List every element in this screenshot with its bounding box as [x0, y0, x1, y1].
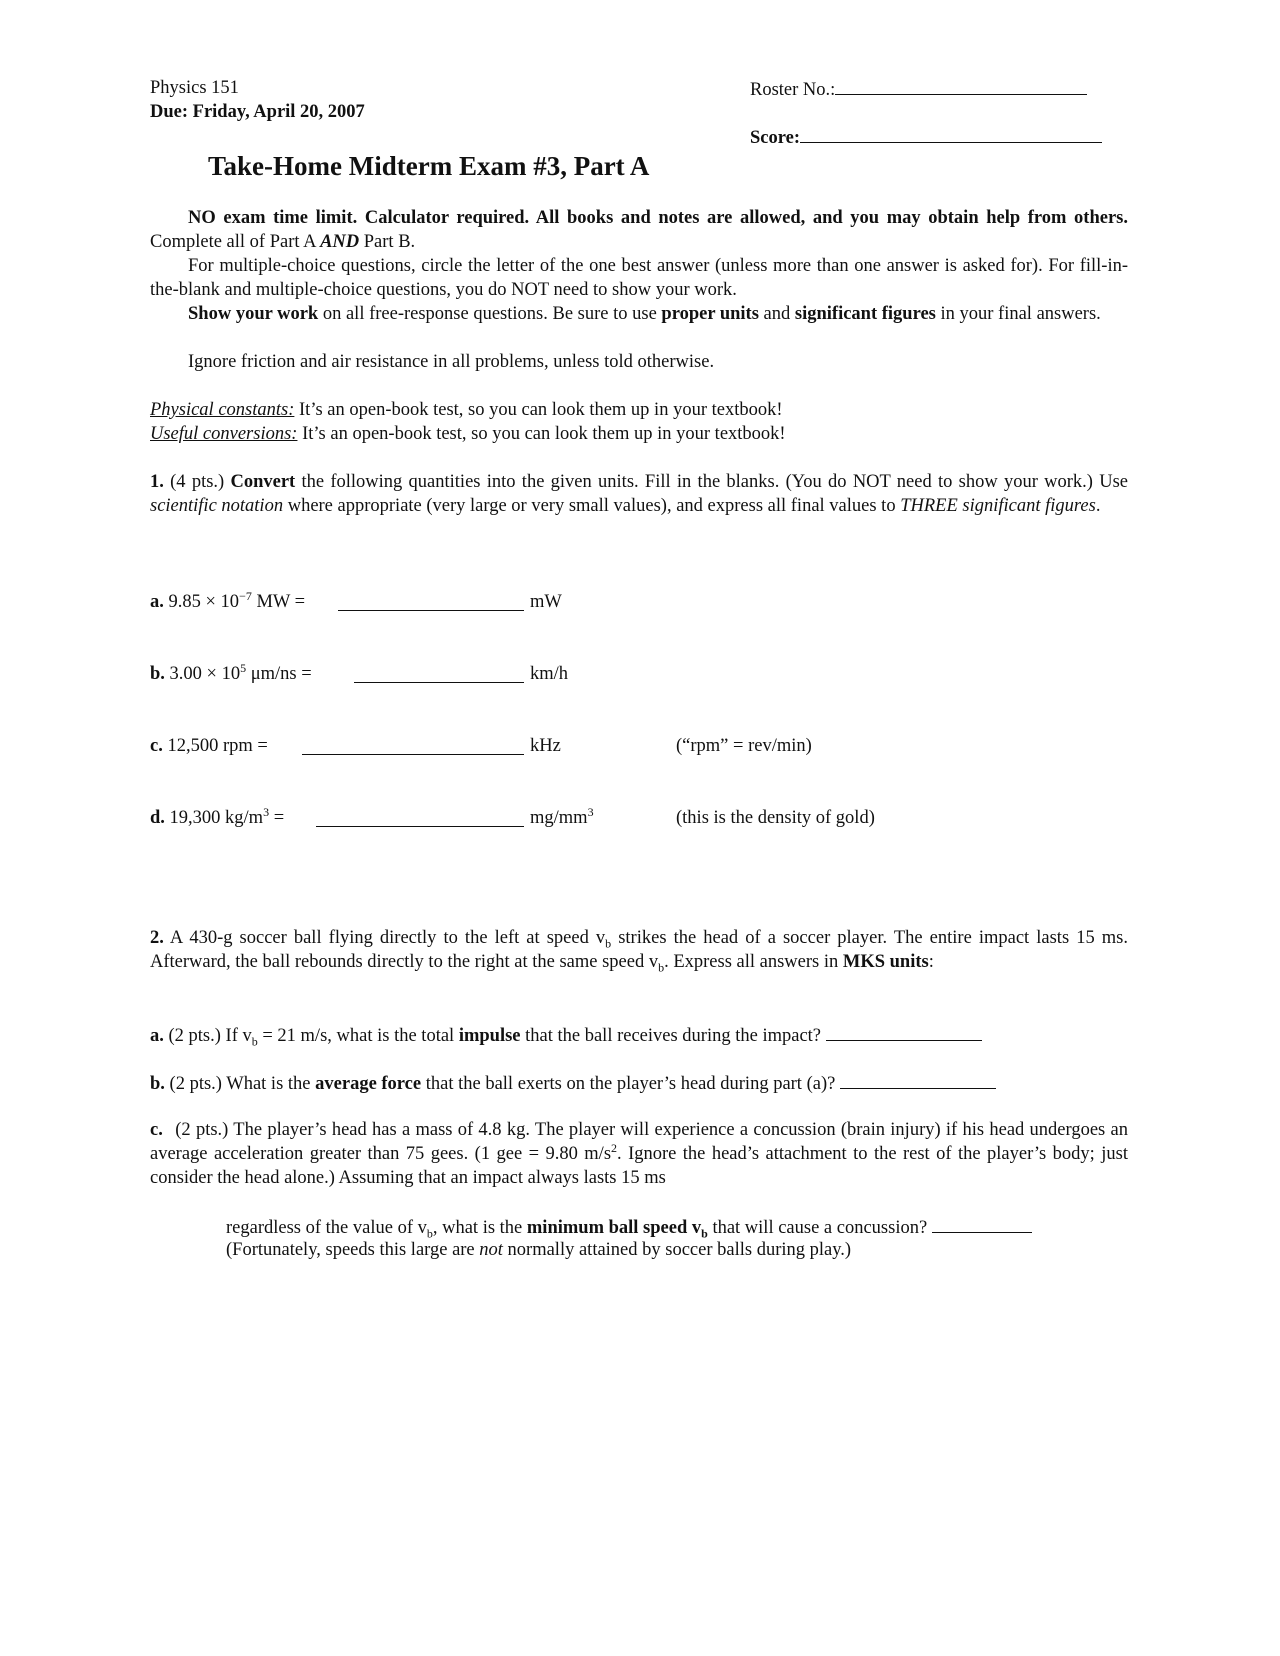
instructions-p3-end: in your final answers.	[935, 304, 1101, 324]
q1d-note: (this is the density of gold)	[676, 808, 875, 828]
q2c-exponent: 2	[611, 1140, 618, 1155]
useful-conversions-label: Useful conversions:	[150, 424, 298, 444]
q1c-letter: c.	[150, 736, 163, 756]
useful-conversions-text: It’s an open-book test, so you can look them up in your textbook!	[297, 424, 786, 444]
q2c-prompt	[150, 1118, 1128, 1190]
q2-intro-c: . Express all answers in	[664, 952, 843, 972]
score-blank[interactable]	[800, 124, 1102, 143]
q1c-note: (“rpm” = rev/min)	[676, 736, 812, 756]
q2c-text6: (Fortunately, speeds this large are	[226, 1240, 480, 1260]
q2-mks-units: MKS units	[842, 952, 929, 972]
instructions-p2: For multiple-choice questions, circle the letter of the one best answer (unless more than one answer is asked for). For fill-in-the-blank and multiple-choice questions, you do NOT need to show your work.	[150, 256, 1128, 300]
q2b-text1: (2 pts.) What is the	[164, 1074, 316, 1094]
q1-points: (4 pts.)	[163, 472, 231, 492]
q1-prompt	[150, 470, 1128, 518]
q2b-letter: b.	[150, 1074, 165, 1094]
q1d-letter: d.	[150, 808, 165, 828]
q2a-sub-b: b	[251, 1034, 258, 1049]
q1d-row	[150, 806, 284, 830]
q1a-letter: a.	[150, 592, 164, 612]
q1a-answer-blank[interactable]	[338, 592, 524, 611]
instructions-p1-bold: NO exam time limit. Calculator required. All books and notes are allowed, and you may obtain help from others.	[188, 208, 1128, 228]
q2c-letter: c.	[150, 1120, 163, 1140]
instructions-p1-end: Part B.	[359, 232, 416, 252]
q1b-unit: km/h	[530, 664, 569, 684]
q1a-row	[150, 590, 305, 614]
q2c-sub-b-1: b	[426, 1226, 433, 1241]
useful-conversions	[150, 422, 786, 446]
proper-units-bold: proper units	[661, 304, 759, 324]
score-label: Score:	[750, 128, 800, 148]
q2b-row	[150, 1070, 996, 1096]
q2c-answer-blank[interactable]	[932, 1214, 1032, 1233]
q1b-lhs: 3.00 × 10	[169, 664, 241, 684]
q2c-text4: , what is the	[432, 1218, 527, 1238]
q2-intro-a: A 430-g soccer ball flying directly to the left at speed v	[163, 928, 606, 948]
q1b-row	[150, 662, 312, 686]
roster-blank[interactable]	[835, 76, 1087, 95]
q1a-lhs: 9.85 × 10	[168, 592, 240, 612]
page-title: Take-Home Midterm Exam #3, Part A	[208, 151, 650, 181]
q2c-question-line	[226, 1214, 1032, 1240]
instructions-p3-text2: and	[758, 304, 795, 324]
q2a-text1: (2 pts.) If v	[163, 1026, 252, 1046]
physical-constants-text: It’s an open-book test, so you can look them up in your textbook!	[294, 400, 783, 420]
q2c-not-italic: not	[479, 1240, 503, 1260]
roster-label: Roster No.:	[750, 80, 836, 100]
q2-number: 2.	[150, 928, 164, 948]
q2-intro-d: :	[928, 952, 934, 972]
instructions-p1	[150, 206, 1128, 254]
q2c-min-ball-speed-bold: minimum ball speed v	[526, 1218, 702, 1238]
q1b-answer-blank[interactable]	[354, 664, 524, 683]
q1c-unit: kHz	[530, 736, 561, 756]
q1a-unit: mW	[530, 592, 562, 612]
due-date: Due: Friday, April 20, 2007	[150, 102, 365, 122]
q1-number: 1.	[150, 472, 164, 492]
q1c-answer-blank[interactable]	[302, 736, 524, 755]
sig-figs-bold: significant figures	[794, 304, 936, 324]
q1a-lhs-unit: MW =	[251, 592, 306, 612]
show-work-bold: Show your work	[188, 304, 319, 324]
q2a-answer-blank[interactable]	[826, 1022, 982, 1041]
q1c-row	[150, 734, 268, 758]
q1-convert-bold: Convert	[230, 472, 296, 492]
q2a-letter: a.	[150, 1026, 164, 1046]
q2c-note	[226, 1238, 851, 1262]
q1-three-sig-figs: THREE significant figures	[900, 496, 1096, 516]
q1-text-a: the following quantities into the given units. Fill in the blanks. (You do NOT need to show your work.) Use	[295, 472, 1128, 492]
q2-intro-b: strikes the head of a soccer player. The entire impact lasts 15 ms. Afterward, the ball rebounds directly to the right at the same speed v	[150, 928, 1128, 972]
q1a-exponent: −7	[239, 588, 252, 603]
q1d-unit-exponent: 3	[587, 804, 594, 819]
q2b-text2: that the ball exerts on the player’s head during part (a)?	[421, 1074, 836, 1094]
q1d-unit-text: mg/mm	[530, 808, 588, 828]
q2c-text3: regardless of the value of v	[226, 1218, 427, 1238]
course-name: Physics 151	[150, 78, 239, 98]
q2a-text2: = 21 m/s, what is the total	[257, 1026, 459, 1046]
q1-text-b: where appropriate (very large or very small values), and express all final values to	[283, 496, 901, 516]
q1b-exponent: 5	[240, 660, 247, 675]
physical-constants-label: Physical constants:	[150, 400, 295, 420]
q1-text-c: .	[1095, 496, 1101, 516]
q2-sub-b-2: b	[658, 960, 665, 975]
q1b-lhs-unit: μm/ns =	[246, 664, 312, 684]
instructions-and: AND	[320, 232, 360, 252]
instructions-p3-text1: on all free-response questions. Be sure to use	[318, 304, 662, 324]
roster-field	[750, 76, 1087, 102]
q2c-text5: that will cause a concussion?	[707, 1218, 928, 1238]
q2c-text2: . Ignore the head’s attachment to the rest of the player’s body; just consider the head alone.) Assuming that an impact always lasts 15 ms	[150, 1144, 1128, 1188]
q1d-unit	[530, 806, 594, 830]
q2a-row	[150, 1022, 982, 1048]
q2c-text7: normally attained by soccer balls during play.)	[502, 1240, 852, 1260]
q1d-exponent: 3	[263, 804, 270, 819]
q2b-average-force-bold: average force	[315, 1074, 422, 1094]
q2a-text3: that the ball receives during the impact?	[520, 1026, 822, 1046]
instructions-p1-text: Complete all of Part A	[150, 232, 321, 252]
q2c-text1: (2 pts.) The player’s head has a mass of 4.8 kg. The player will experience a concussion (brain injury) if his head undergoes an average acceleration greater than 75 gees. (1 gee = 9.80 m/s	[150, 1120, 1128, 1164]
q1-sci-notation: scientific notation	[150, 496, 284, 516]
instructions-p3	[150, 302, 1128, 326]
q1c-lhs: 12,500 rpm =	[167, 736, 268, 756]
physical-constants	[150, 398, 783, 422]
q1d-lhs-unit: =	[269, 808, 285, 828]
instructions-p4: Ignore friction and air resistance in all problems, unless told otherwise.	[188, 352, 715, 372]
q1d-lhs: 19,300 kg/m	[169, 808, 264, 828]
q2-prompt	[150, 926, 1128, 974]
q1d-answer-blank[interactable]	[316, 808, 524, 827]
q2-sub-b-1: b	[605, 936, 612, 951]
q2a-impulse-bold: impulse	[458, 1026, 521, 1046]
score-field	[750, 124, 1102, 150]
q2b-answer-blank[interactable]	[840, 1070, 996, 1089]
q2c-sub-b-2: b	[701, 1226, 708, 1241]
q1b-letter: b.	[150, 664, 165, 684]
